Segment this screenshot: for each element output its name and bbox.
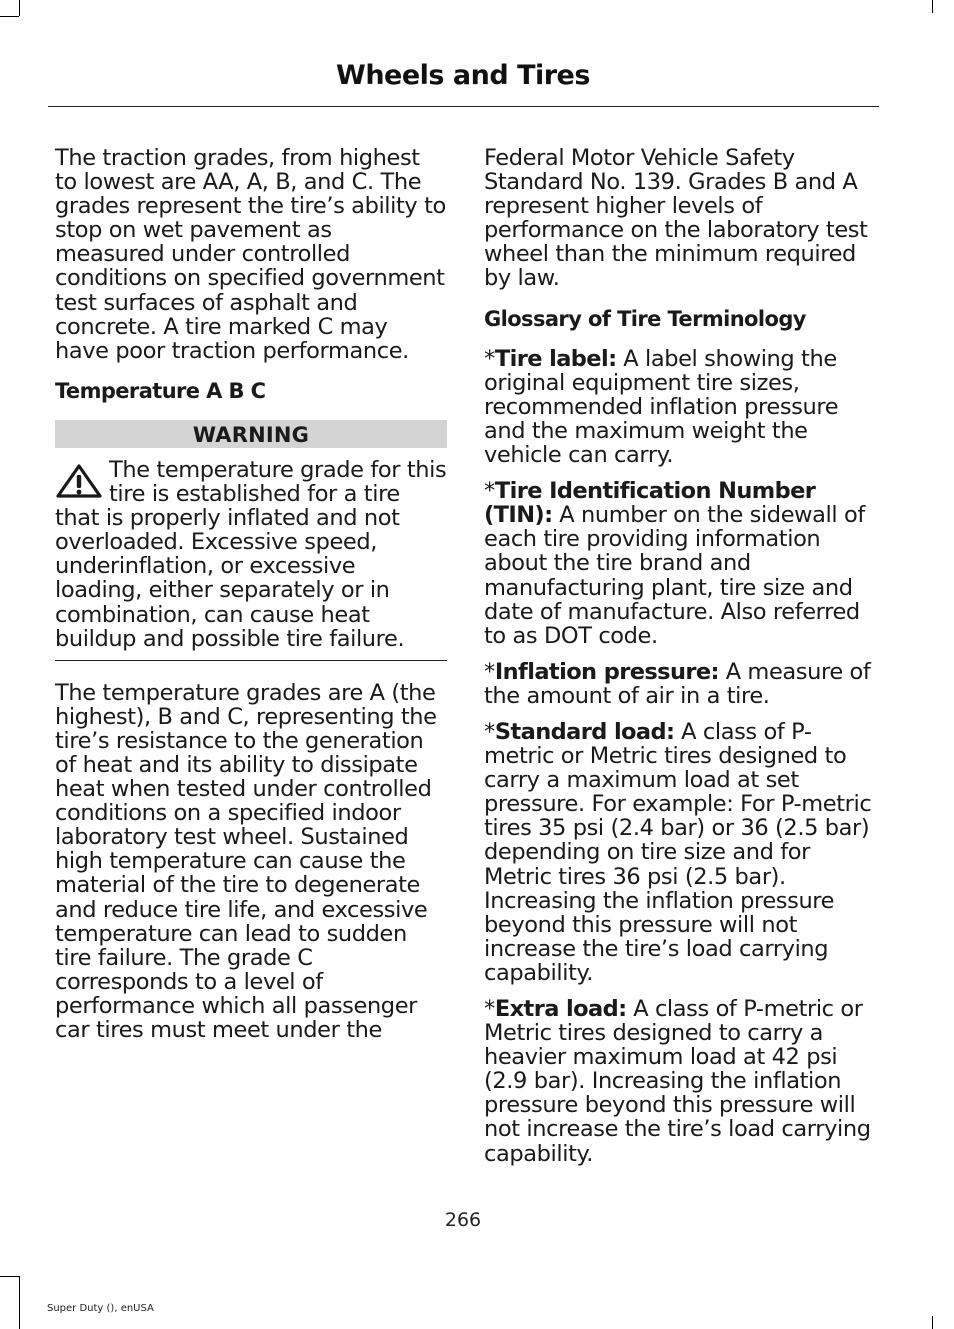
- left-column: [55, 146, 447, 1042]
- warning-divider: [55, 660, 447, 661]
- crop-mark: [932, 1316, 933, 1329]
- right-column: [484, 146, 876, 1166]
- glossary-prefix: *: [484, 996, 495, 1022]
- glossary-definition: A class of P-metric or Metric tires designed to carry a maximum load at set pressure. For example: For P-metric tires 35 psi (2.4 bar) or 36 (2.5 bar) depending on tire size and for Metric tires 36 psi (2.5 bar). Increasing the inflation pressure beyond this pressure will not increase the tire’s load carrying capability.: [484, 718, 872, 986]
- glossary-prefix: *: [484, 345, 495, 372]
- continuation-paragraph: Federal Motor Vehicle Safety Standard No. 139. Grades B and A represent higher levels of performance on the laboratory test wheel than the minimum required by law.: [484, 145, 868, 292]
- glossary-definition: A measure of the amount of air in a tire.: [484, 658, 871, 709]
- crop-mark: [19, 0, 20, 16]
- glossary-definition: A label showing the original equipment tire sizes, recommended inflation pressure and the maximum weight the vehicle can carry.: [484, 345, 839, 469]
- header-divider: [48, 106, 879, 107]
- warning-triangle-icon: [55, 463, 103, 499]
- glossary-term: Extra load:: [494, 996, 627, 1022]
- glossary-heading: Glossary of Tire Terminology: [484, 306, 806, 331]
- traction-paragraph: The traction grades, from highest to lowest are AA, A, B, and C. The grades represent the tire’s ability to stop on wet pavement as measured under controlled conditions on specified government test surfaces of asphalt and concrete. A tire marked C may have poor traction performance.: [55, 145, 446, 364]
- glossary-prefix: *: [484, 658, 495, 685]
- glossary-entry: [484, 479, 876, 648]
- crop-mark: [19, 1276, 20, 1329]
- glossary-entry: [484, 997, 876, 1166]
- crop-mark: [0, 16, 19, 17]
- crop-mark: [932, 0, 933, 13]
- warning-label: WARNING: [192, 422, 310, 447]
- glossary-prefix: *: [484, 718, 495, 745]
- glossary-term: Tire label:: [494, 345, 617, 372]
- glossary-term: Inflation pressure:: [494, 658, 719, 685]
- warning-box: [55, 458, 447, 651]
- glossary-term: Standard load:: [494, 718, 675, 745]
- temperature-paragraph: The temperature grades are A (the highest), B and C, representing the tire’s resistance to the generation of heat and its ability to dissipate heat when tested under controlled conditions on a specified indoor laboratory test wheel. Sustained high temperature can cause the material of the tire to degenerate and reduce tire life, and excessive temperature can lead to sudden tire failure. The grade C corresponds to a level of performance which all passenger car tires must meet under the: [55, 679, 437, 1043]
- crop-mark: [0, 1276, 19, 1277]
- glossary-entry: [484, 660, 876, 708]
- glossary-definition: A number on the sidewall of each tire providing information about the tire brand and manufacturing plant, tire size and date of manufacture. Also referred to as DOT code.: [484, 502, 865, 649]
- glossary-definition: A class of P-metric or Metric tires designed to carry a heavier maximum load at 42 psi (2.9 bar). Increasing the inflation pressure beyond this pressure will not increase the tire’s load carrying capability.: [484, 996, 871, 1167]
- glossary-entry: [484, 720, 876, 985]
- glossary-term: Tire Identification Number (TIN):: [484, 478, 816, 529]
- footer-text: Super Duty (), enUSA: [47, 1303, 154, 1314]
- glossary-entry: [484, 347, 876, 467]
- warning-bar: [55, 420, 447, 448]
- page-title: Wheels and Tires: [336, 60, 590, 91]
- temperature-heading: Temperature A B C: [55, 378, 266, 403]
- page-number: 266: [444, 1209, 482, 1231]
- glossary-prefix: *: [484, 478, 495, 505]
- warning-text: The temperature grade for this tire is established for a tire that is properly inflated and not overloaded. Excessive speed, underinflation, or excessive loading, either separately or in combination, can cause heat buildup and possible tire failure.: [55, 456, 447, 652]
